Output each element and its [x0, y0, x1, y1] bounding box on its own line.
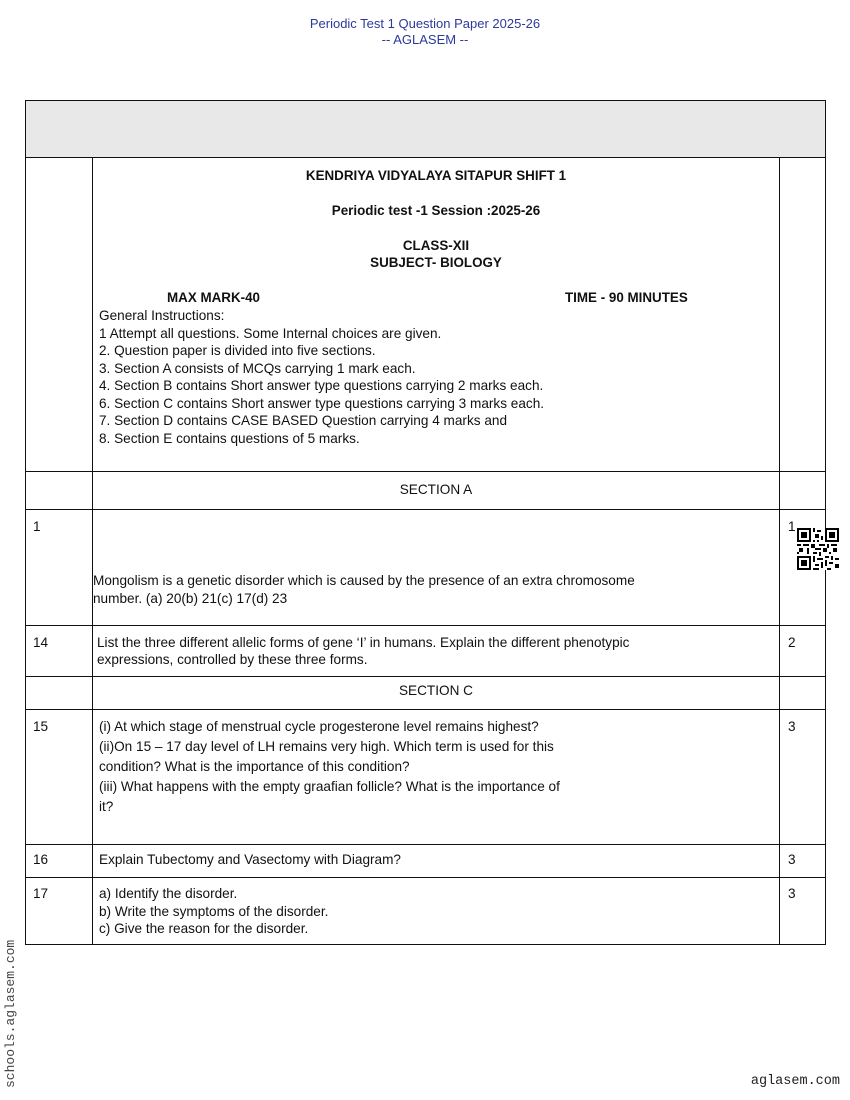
instruction-item: 1 Attempt all questions. Some Internal choices are given.	[99, 326, 442, 341]
column-divider	[92, 157, 93, 944]
question-marks: 3	[788, 852, 796, 867]
question-text: it?	[99, 799, 114, 814]
question-text: a) Identify the disorder.	[99, 886, 238, 901]
question-number: 14	[33, 635, 49, 650]
session-title: Periodic test -1 Session :2025-26	[331, 203, 541, 218]
question-text: number. (a) 20(b) 21(c) 17(d) 23	[93, 591, 288, 606]
question-text: (ii)On 15 – 17 day level of LH remains very high. Which term is used for this	[99, 739, 554, 754]
instruction-item: 7. Section D contains CASE BASED Question carrying 4 marks and	[99, 413, 507, 428]
question-marks: 3	[788, 886, 796, 901]
row-divider	[26, 157, 825, 158]
question-text: Mongolism is a genetic disorder which is caused by the presence of an extra chromosome	[93, 573, 635, 588]
qr-code-icon	[797, 528, 839, 570]
section-c-heading: SECTION C	[398, 683, 473, 698]
question-text: (i) At which stage of menstrual cycle progesterone level remains highest?	[99, 719, 539, 734]
row-divider	[26, 625, 825, 626]
question-number: 16	[33, 852, 49, 867]
instruction-item: 4. Section B contains Short answer type questions carrying 2 marks each.	[99, 378, 544, 393]
question-paper-table	[25, 100, 826, 945]
instruction-item: 8. Section E contains questions of 5 marks.	[99, 431, 360, 446]
section-a-heading: SECTION A	[399, 482, 473, 497]
row-divider	[26, 471, 825, 472]
question-text: condition? What is the importance of this condition?	[99, 759, 410, 774]
question-marks: 1	[788, 519, 796, 534]
instruction-item: 2. Question paper is divided into five sections.	[99, 343, 376, 358]
row-divider	[26, 844, 825, 845]
question-marks: 2	[788, 635, 796, 650]
row-divider	[26, 509, 825, 510]
side-watermark: schools.aglasem.com	[3, 939, 18, 1088]
question-text: b) Write the symptoms of the disorder.	[99, 904, 329, 919]
school-name: KENDRIYA VIDYALAYA SITAPUR SHIFT 1	[305, 168, 567, 183]
class-label: CLASS-XII	[402, 238, 470, 253]
footer-watermark: aglasem.com	[750, 1074, 840, 1089]
instruction-item: 3. Section A consists of MCQs carrying 1 mark each.	[99, 361, 416, 376]
question-text: Explain Tubectomy and Vasectomy with Diagram?	[99, 852, 401, 867]
row-divider	[26, 676, 825, 677]
row-divider	[26, 709, 825, 710]
page-header	[0, 16, 850, 48]
header-title: Periodic Test 1 Question Paper 2025-26	[309, 16, 541, 31]
question-number: 1	[33, 519, 41, 534]
row-divider	[26, 877, 825, 878]
question-number: 17	[33, 886, 49, 901]
table-top-band	[26, 101, 825, 157]
question-text: c) Give the reason for the disorder.	[99, 921, 309, 936]
column-divider	[779, 157, 780, 944]
instructions-title: General Instructions:	[99, 308, 225, 323]
question-text: (iii) What happens with the empty graafian follicle? What is the importance of	[99, 779, 560, 794]
instruction-item: 6. Section C contains Short answer type questions carrying 3 marks each.	[99, 396, 545, 411]
header-source: -- AGLASEM --	[381, 32, 469, 47]
question-text: expressions, controlled by these three forms.	[97, 652, 368, 667]
question-marks: 3	[788, 719, 796, 734]
max-mark: MAX MARK-40	[167, 290, 260, 305]
time-allowed: TIME - 90 MINUTES	[565, 290, 688, 305]
subject-label: SUBJECT- BIOLOGY	[370, 255, 502, 270]
question-number: 15	[33, 719, 49, 734]
question-text: List the three different allelic forms of gene ‘I’ in humans. Explain the different phenotypic	[97, 635, 630, 650]
